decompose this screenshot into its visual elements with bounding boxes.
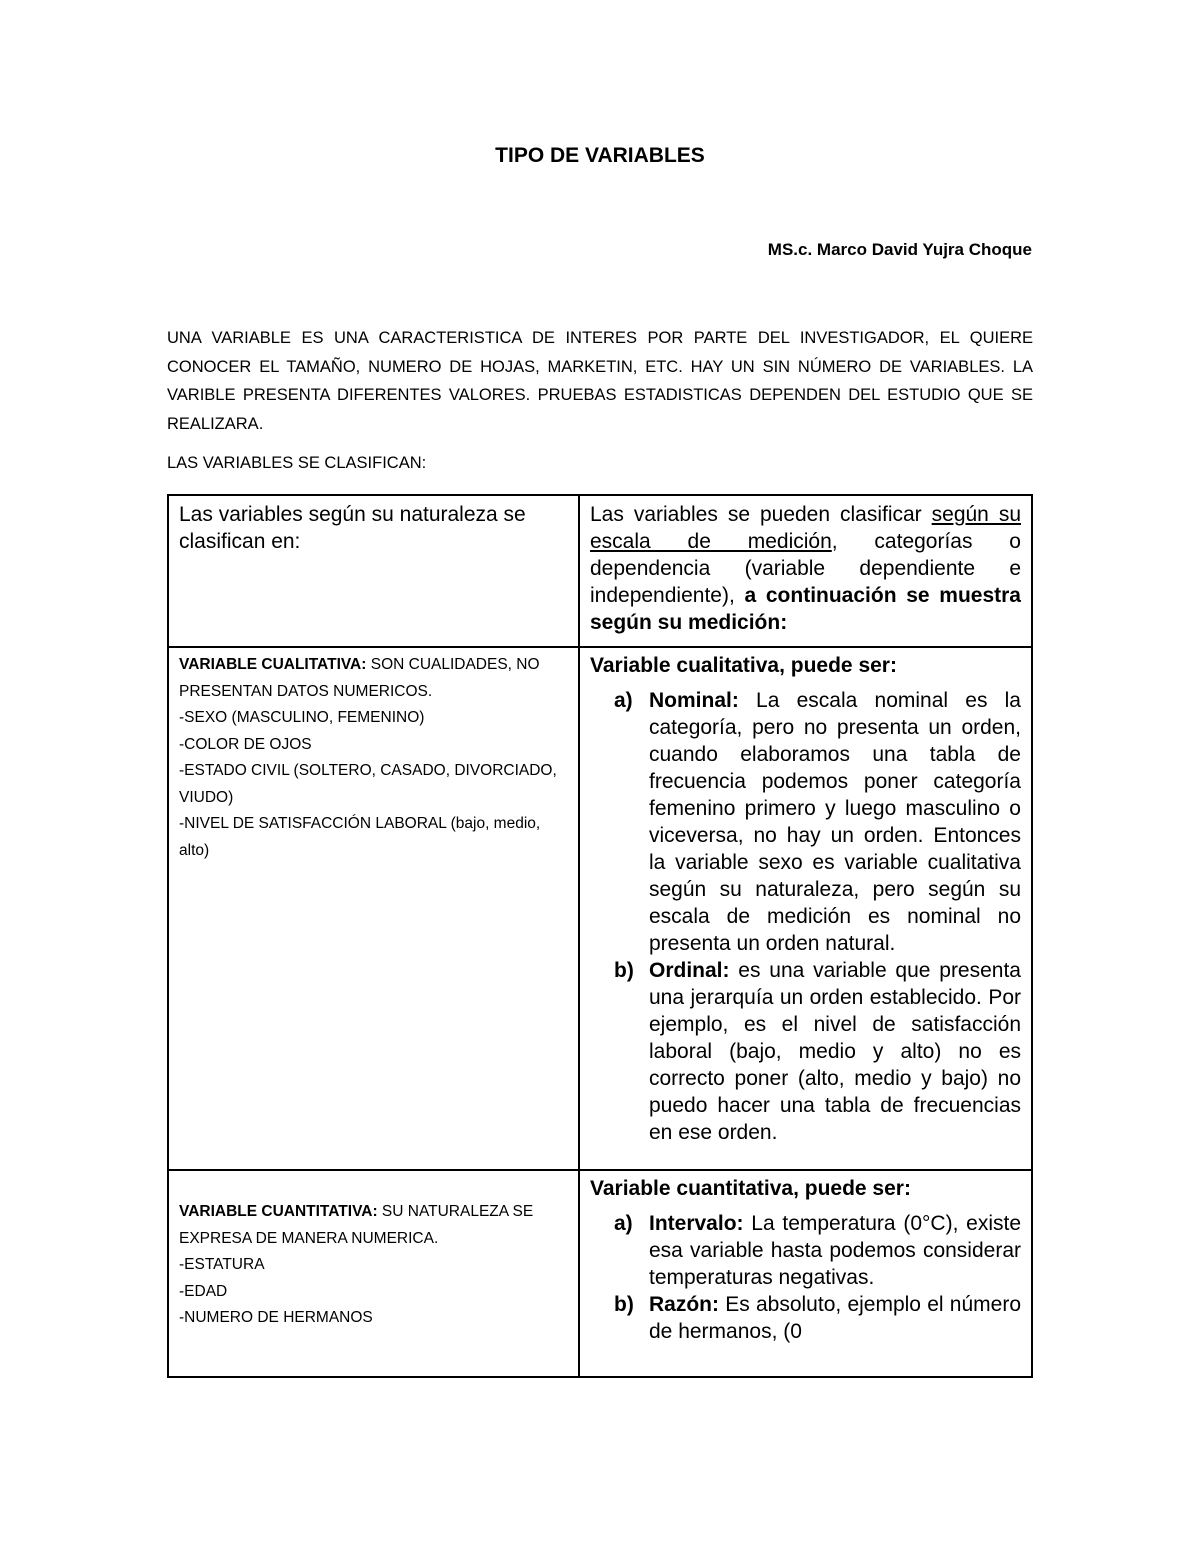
list-item: -NUMERO DE HERMANOS xyxy=(179,1309,373,1326)
list-text xyxy=(649,1291,1021,1345)
list-text xyxy=(649,957,1021,1146)
header-right-bold: a continuación se muestra según su medición: xyxy=(590,584,1021,634)
list-marker: b) xyxy=(614,959,634,982)
list-item-ratio xyxy=(590,1291,1021,1345)
header-right-part2: , categorías o dependencia (variable dependiente e independiente), xyxy=(590,530,1021,607)
quantitative-description xyxy=(169,1171,578,1332)
header-right-underlined: según su escala de medición xyxy=(590,503,1021,553)
list-body: La temperatura (0°C), existe esa variable hasta podemos considerar temperaturas negativas. xyxy=(649,1212,1021,1289)
list-text xyxy=(649,687,1021,957)
quantitative-definition xyxy=(179,1199,568,1252)
list-item: -EDAD xyxy=(179,1282,228,1300)
quantitative-label: VARIABLE CUANTITATIVA: xyxy=(179,1203,378,1220)
list-term: Nominal: xyxy=(649,689,739,712)
list-item: -ESTATURA xyxy=(179,1256,265,1273)
qualitative-scale-title: Variable cualitativa, puede ser: xyxy=(590,654,897,677)
list-item-ordinal xyxy=(614,957,1021,1146)
list-term: Intervalo: xyxy=(649,1212,744,1235)
list-marker: a) xyxy=(614,689,633,712)
quantitative-right-cell xyxy=(579,1170,1032,1377)
list-marker: a) xyxy=(614,1212,633,1235)
qualitative-left-cell xyxy=(168,647,579,1170)
list-item-interval xyxy=(590,1210,1021,1291)
list-item: -NIVEL DE SATISFACCIÓN LABORAL (bajo, medio, alto) xyxy=(179,815,541,859)
qualitative-description xyxy=(169,648,578,864)
qualitative-definition xyxy=(179,652,568,705)
quantitative-scale-list xyxy=(580,1210,1031,1351)
list-body: es una variable que presenta una jerarquía un orden establecido. Por ejemplo, es el nivel de satisfacción laboral (bajo, medio y alto) no es correcto poner (alto, medio y bajo) no puedo hacer una tabla de frecuencias en ese orden. xyxy=(649,959,1021,1144)
document-title: TIPO DE VARIABLES xyxy=(495,144,705,167)
list-term: Ordinal: xyxy=(649,959,730,982)
list-body: Es absoluto, ejemplo el número de hermanos, (0 xyxy=(649,1293,1021,1343)
header-right-part1: Las variables se pueden clasificar xyxy=(590,503,932,526)
header-left-cell xyxy=(168,495,579,647)
quantitative-left-cell xyxy=(168,1170,579,1377)
header-left-text: Las variables según su naturaleza se clasifican en: xyxy=(179,503,526,553)
header-right-text xyxy=(580,496,1031,642)
list-item: -COLOR DE OJOS xyxy=(179,735,312,753)
list-term: Razón: xyxy=(649,1293,719,1316)
qualitative-label: VARIABLE CUALITATIVA: xyxy=(179,656,367,673)
list-text xyxy=(649,1210,1021,1291)
qualitative-row xyxy=(168,647,1032,1170)
qualitative-desc: SON CUALIDADES, NO PRESENTAN DATOS NUMERICOS. xyxy=(179,656,540,700)
qualitative-right-cell xyxy=(579,647,1032,1170)
quantitative-desc: SU NATURALEZA SE EXPRESA DE MANERA NUMERICA. xyxy=(179,1203,534,1247)
author-name: MS.c. Marco David Yujra Choque xyxy=(767,240,1032,259)
classification-label: LAS VARIABLES SE CLASIFICAN: xyxy=(167,454,427,472)
list-item: -ESTADO CIVIL (SOLTERO, CASADO, DIVORCIADO, VIUDO) xyxy=(179,762,557,806)
intro-paragraph: UNA VARIABLE ES UNA CARACTERISTICA DE INTERES POR PARTE DEL INVESTIGADOR, EL QUIERE CONOCER EL TAMAÑO, NUMERO DE HOJAS, MARKETIN, ETC. HAY UN SIN NÚMERO DE VARIABLES. LA VARIBLE PRESENTA DIFERENTES VALORES. PRUEBAS ESTADISTICAS DEPENDEN DEL ESTUDIO QUE SE REALIZARA. xyxy=(167,329,1033,433)
list-body: La escala nominal es la categoría, pero no presenta un orden, cuando elaboramos una tabla de frecuencia podemos poner categoría femenino primero y luego masculino o viceversa, no hay un orden. Entonces la variable sexo es variable cualitativa según su naturaleza, pero según su escala de medición es nominal no presenta un orden natural. xyxy=(649,689,1021,955)
list-item-nominal xyxy=(614,687,1021,957)
quantitative-row xyxy=(168,1170,1032,1377)
qualitative-scale-list xyxy=(580,687,1031,1152)
list-item: -SEXO (MASCULINO, FEMENINO) xyxy=(179,709,425,726)
table-header-row xyxy=(168,495,1032,647)
variables-table xyxy=(167,494,1033,1378)
list-marker: b) xyxy=(614,1293,634,1316)
header-right-cell xyxy=(579,495,1032,647)
quantitative-scale-title: Variable cuantitativa, puede ser: xyxy=(590,1177,911,1200)
